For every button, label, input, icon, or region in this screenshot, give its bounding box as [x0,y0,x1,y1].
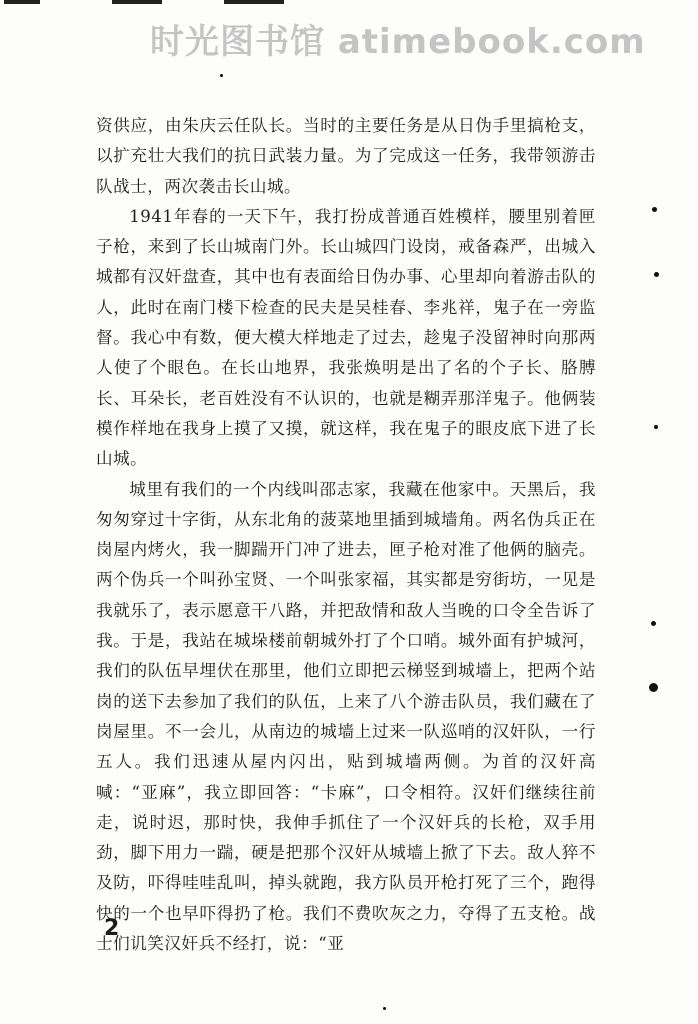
scan-speck [654,425,658,429]
scan-speck [651,621,656,626]
top-edge-mark [224,0,284,4]
scan-speck [652,207,657,212]
paragraph: 1941年春的一天下午，我打扮成普通百姓模样，腰里别着匣子枪，来到了长山城南门外。长山城四门设岗，戒备森严，出城入城都有汉奸盘查，其中也有表面给日伪办事、心里却向着游击队的人，此时在南门楼下检查的民夫是吴桂春、李兆祥，鬼子在一旁监督。我心中有数，便大模大样地走了过去，趁鬼子没留神时向那两人使了个眼色。在长山地界，我张焕明是出了名的个子长、胳膊长、耳朵长，老百姓没有不认识的，也就是糊弄那洋鬼子。他俩装模作样地在我身上摸了又摸，就这样，我在鬼子的眼皮底下进了长山城。 [96,206,596,469]
scan-speck [649,683,658,692]
scan-speck [220,74,223,77]
top-edge-mark [112,0,162,4]
top-edge-mark [4,0,40,4]
page-number: 2 [104,916,120,941]
body-text [96,111,596,959]
scan-speck [654,272,659,277]
scan-speck [383,1007,386,1010]
watermark-text: 时光图书馆 atimebook.com [150,22,646,62]
paragraph: 资供应，由朱庆云任队长。当时的主要任务是从日伪手里搞枪支，以扩充壮大我们的抗日武装力量。为了完成这一任务，我带领游击队战士，两次袭击长山城。 [96,116,596,196]
paragraph: 城里有我们的一个内线叫邵志家，我藏在他家中。天黑后，我匆匆穿过十字街，从东北角的菠菜地里插到城墙角。两名伪兵正在岗屋内烤火，我一脚踹开门冲了进去，匣子枪对准了他俩的脑壳。两个伪兵一个叫孙宝贤、一个叫张家福，其实都是穷街坊，一见是我就乐了，表示愿意干八路，并把敌情和敌人当晚的口令全告诉了我。于是，我站在城垛楼前朝城外打了个口哨。城外面有护城河，我们的队伍早埋伏在那里，他们立即把云梯竖到城墙上，把两个站岗的送下去参加了我们的队伍，上来了八个游击队员，我们藏在了岗屋里。不一会儿，从南边的城墙上过来一队巡哨的汉奸队，一行五人。我们迅速从屋内闪出，贴到城墙两侧。为首的汉奸高喊：“亚麻”，我立即回答：“卡麻”，口令相符。汉奸们继续往前走，说时迟，那时快，我伸手抓住了一个汉奸兵的长枪，双手用劲，脚下用力一踹，硬是把那个汉奸从城墙上掀了下去。敌人猝不及防，吓得哇哇乱叫，掉头就跑，我方队员开枪打死了三个，跑得快的一个也早吓得扔了枪。我们不费吹灰之力，夺得了五支枪。战士们讥笑汉奸兵不经打，说：“亚 [96,479,596,954]
